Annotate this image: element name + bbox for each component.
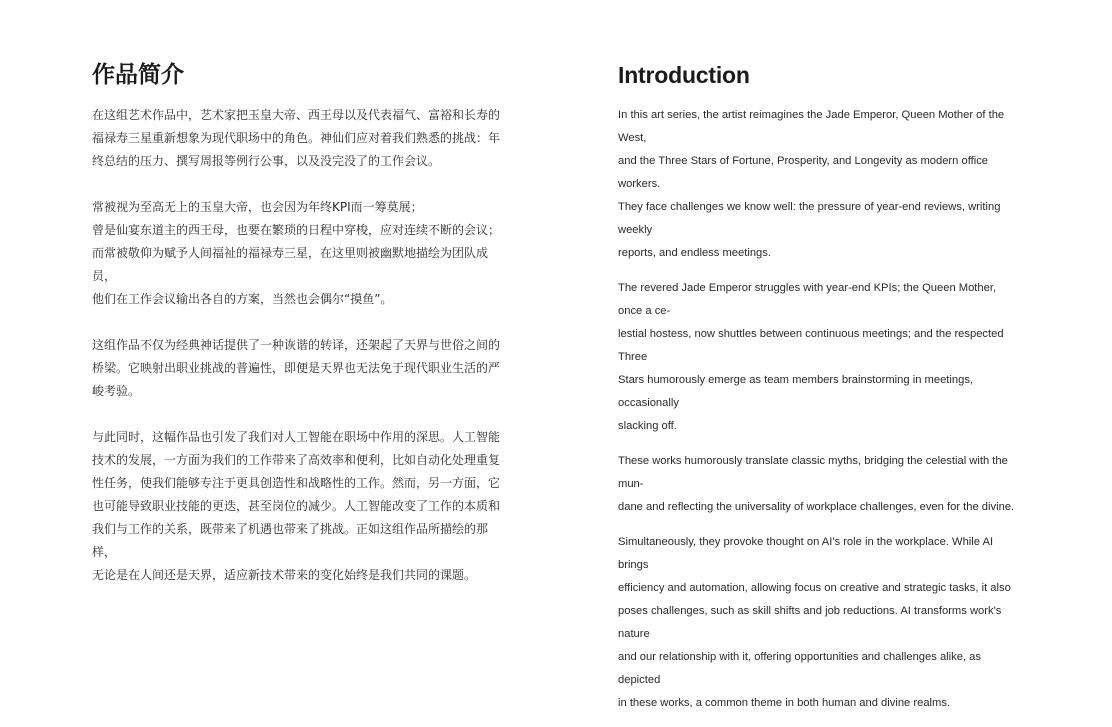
english-paragraph-1 [618, 104, 1023, 265]
text-line: 终总结的压力、撰写周报等例行公事，以及没完没了的工作会议。 [92, 154, 441, 168]
chinese-paragraph-3 [92, 334, 502, 403]
text-line: efficiency and automation, allowing focus on creative and strategic tasks, it also [618, 582, 1011, 594]
text-line: slacking off. [618, 420, 677, 432]
text-line: 曾是仙宴东道主的西王母，也要在繁琐的日程中穿梭，应对连续不断的会议； [92, 223, 501, 237]
english-introduction [618, 58, 1023, 727]
text-line: 桥梁。它映射出职业挑战的普遍性，即便是天界也无法免于现代职业生活的严 [92, 361, 501, 375]
chinese-heading: 作品简介 [92, 62, 184, 88]
text-line: The revered Jade Emperor struggles with year-end KPIs; the Queen Mother, once a ce- [618, 282, 997, 317]
chinese-paragraph-4 [92, 426, 502, 587]
text-line: reports, and endless meetings. [618, 247, 771, 259]
text-line: In this art series, the artist reimagines the Jade Emperor, Queen Mother of the West, [618, 109, 1005, 144]
text-line: They face challenges we know well: the pressure of year-end reviews, writing weekly [618, 201, 1001, 236]
text-line: 也可能导致职业技能的更迭，甚至岗位的减少。人工智能改变了工作的本质和 [92, 499, 501, 513]
text-line: poses challenges, such as skill shifts and job reductions. AI transforms work's nature [618, 605, 1002, 640]
text-line: 与此同时，这幅作品也引发了我们对人工智能在职场中作用的深思。人工智能 [92, 430, 501, 444]
text-line: dane and reflecting the universality of workplace challenges, even for the divine. [618, 501, 1015, 513]
text-line: 在这组艺术作品中，艺术家把玉皇大帝、西王母以及代表福气、富裕和长寿的 [92, 108, 501, 122]
text-line: and our relationship with it, offering opportunities and challenges alike, as depicted [618, 651, 981, 686]
text-line: Stars humorously emerge as team members brainstorming in meetings, occasionally [618, 374, 974, 409]
english-paragraph-3 [618, 450, 1023, 519]
chinese-introduction [92, 58, 502, 610]
text-line: 这组作品不仅为经典神话提供了一种诙谐的转译，还架起了天界与世俗之间的 [92, 338, 501, 352]
text-line: 性任务，使我们能够专注于更具创造性和战略性的工作。然而，另一方面，它 [92, 476, 501, 490]
chinese-paragraph-2 [92, 196, 502, 311]
english-heading: Introduction [618, 62, 750, 88]
chinese-paragraph-1 [92, 104, 502, 173]
english-body [618, 104, 1023, 715]
text-line: 无论是在人间还是天界，适应新技术带来的变化始终是我们共同的课题。 [92, 568, 477, 582]
english-paragraph-4 [618, 531, 1023, 715]
text-line: Simultaneously, they provoke thought on AI's role in the workplace. While AI brings [618, 536, 994, 571]
text-line: 技术的发展，一方面为我们的工作带来了高效率和便利，比如自动化处理重复 [92, 453, 501, 467]
english-paragraph-2 [618, 277, 1023, 438]
text-line: 而常被敬仰为赋予人间福祉的福禄寿三星，在这里则被幽默地描绘为团队成员， [92, 246, 489, 283]
text-line: 福禄寿三星重新想象为现代职场中的角色。神仙们应对着我们熟悉的挑战：年 [92, 131, 501, 145]
text-line: lestial hostess, now shuttles between continuous meetings; and the respected Three [618, 328, 1004, 363]
text-line: in these works, a common theme in both human and divine realms. [618, 697, 951, 709]
chinese-body [92, 104, 502, 587]
text-line: and the Three Stars of Fortune, Prosperity, and Longevity as modern office workers. [618, 155, 989, 190]
text-line: 峻考验。 [92, 384, 141, 398]
text-line: 常被视为至高无上的玉皇大帝，也会因为年终KPI而一筹莫展； [92, 200, 423, 214]
text-line: 我们与工作的关系，既带来了机遇也带来了挑战。正如这组作品所描绘的那样， [92, 522, 489, 559]
text-line: These works humorously translate classic myths, bridging the celestial with the mun- [618, 455, 1008, 490]
text-line: 他们在工作会议输出各自的方案，当然也会偶尔“摸鱼”。 [92, 292, 393, 306]
